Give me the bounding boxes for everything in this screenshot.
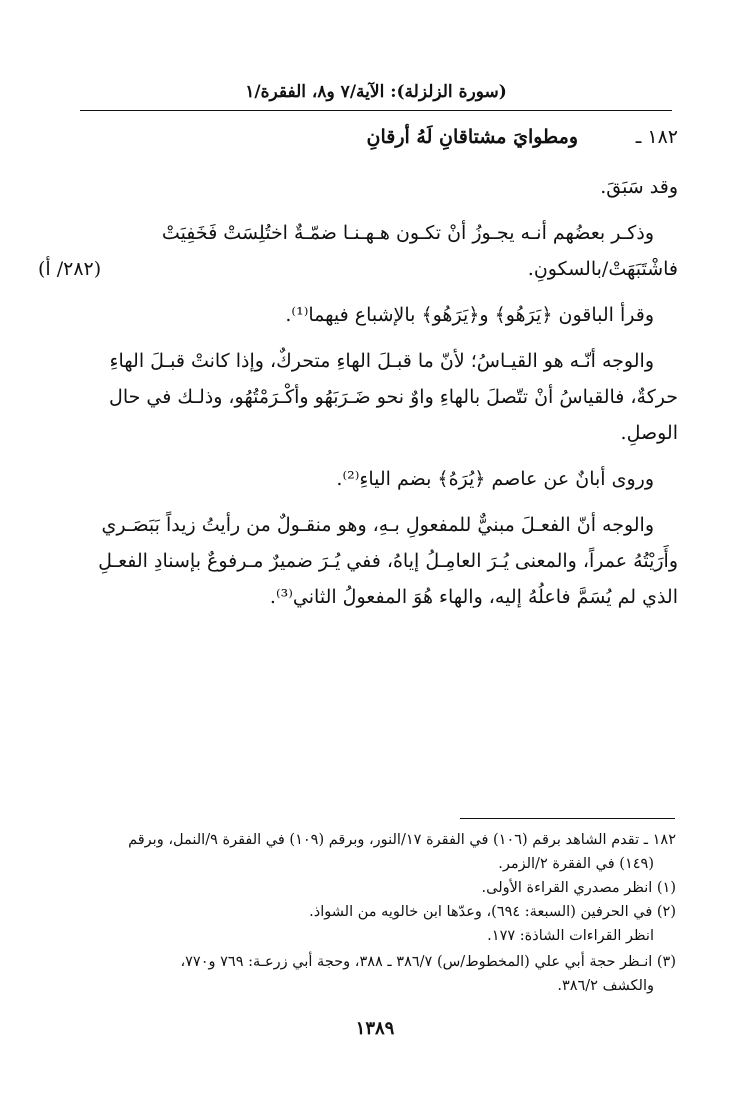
text-line-1: وقد سَبَقَ. <box>600 176 678 198</box>
page-number: ١٣٨٩ <box>355 1018 395 1039</box>
footnote-line-6: (٣) انـظر حجة أبي علي (المخطوط/س) ٣٨٦/٧ ـ ٣٨٨، وحجة أبي زرعـة: ٧٦٩ و٧٧٠، <box>180 954 676 970</box>
text-line-11: الذي لم يُسَمَّ فاعلُهُ إليه، والهاء هُوَ المفعولُ الثاني⁽³⁾. <box>269 586 678 608</box>
text-line-2: وذكـر بعضُهم أنـه يجـوزُ أنْ تكـون هـهـنـا ضمّـةٌ اختُلِسَتْ فَخَفِيَتْ <box>161 222 654 244</box>
text-line-6: حركةٌ، فالقياسُ أنْ تتّصلَ بالهاءِ واوٌ نحو ضَـرَبَهُو وأكْـرَمْتُهُو، وذلـك في حال <box>109 386 678 408</box>
footnote-line-2: (١٤٩) في الفقرة ٢/الزمر. <box>498 856 654 872</box>
text-line-10: وأَرَيْتُهُ عمراً، والمعنى يُـرَ العامِـلُ إياهُ، ففي يُـرَ ضميرٌ مـرفوعٌ بإسنادِ الفعـلِ <box>98 550 678 572</box>
text-line-8: وروى أبانٌ عن عاصم ﴿يُرَهُ﴾ بضم الياءِ⁽²⁾. <box>336 468 654 490</box>
footnote-line-1: ١٨٢ ـ تقدم الشاهد برقم (١٠٦) في الفقرة ١٧/النور، وبرقم (١٠٩) في الفقرة ٩/النمل، وبرقم <box>128 832 676 848</box>
manuscript-page-ref: (٢٨٢/ أ) <box>38 258 102 280</box>
verse-line: ومطوايَ مشتاقانِ لَهُ أرقانِ <box>366 126 578 148</box>
text-line-7: الوصلِ. <box>620 422 678 444</box>
footnote-line-7: والكشف ٣٨٦/٢. <box>557 978 654 994</box>
header-rule <box>80 110 672 111</box>
footnote-line-4: (٢) في الحرفين (السبعة: ٦٩٤)، وعدّها ابن خالويه من الشواذ. <box>309 904 676 920</box>
running-header: (سورة الزلزلة): الآية/٧ و٨، الفقرة/١ <box>245 82 507 102</box>
footnote-rule <box>460 818 675 819</box>
footnote-line-5: انظر القراءات الشاذة: ١٧٧. <box>487 928 654 944</box>
text-line-3: فاشْتَبَهَتْ/بالسكونِ. <box>527 258 678 280</box>
text-line-5: والوجه أنّـه هو القيـاسُ؛ لأنّ ما قبـلَ الهاءِ متحركٌ، وإذا كانتْ قبـلَ الهاءِ <box>109 350 654 372</box>
text-line-4: وقرأ الباقون ﴿يَرَهُو﴾ و﴿يَرَهُو﴾ بالإشباع فيهما⁽¹⁾. <box>285 304 654 326</box>
verse-number: ١٨٢ ـ <box>635 126 678 148</box>
footnote-line-3: (١) انظر مصدري القراءة الأولى. <box>481 880 676 896</box>
text-line-9: والوجه أنّ الفعـلَ مبنيٌّ للمفعولِ بـهِ، وهو منقـولٌ من رأيتُ زيداً بَبَصَـري <box>101 514 654 536</box>
